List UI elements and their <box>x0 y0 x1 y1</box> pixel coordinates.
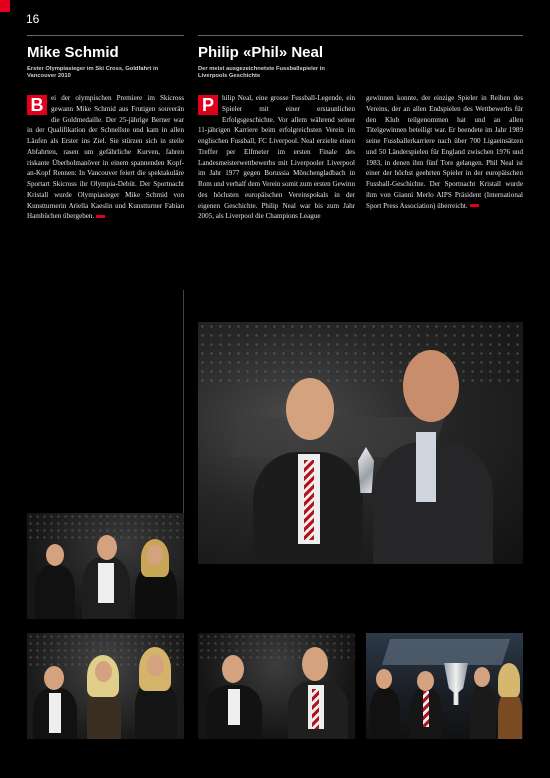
person-shirt <box>49 693 61 733</box>
left-article-subtitle: Erster Olympiasieger im Ski Cross, Goldfahrt in Vancouver 2010 <box>27 66 159 79</box>
person-head <box>95 661 112 682</box>
left-drop-cap: B <box>27 95 47 115</box>
person-head <box>46 544 64 566</box>
person-tie <box>312 689 319 729</box>
end-of-article-mark <box>470 204 479 207</box>
stage-lights <box>198 633 355 663</box>
right-article-body-col1 <box>198 93 355 222</box>
trophy-cup-icon <box>444 663 468 705</box>
page-number: 16 <box>26 12 40 26</box>
right-article-subtitle: Der meist ausgezeichnetste Fussballspieler in Liverpools Geschichte <box>198 66 325 79</box>
person-head <box>147 545 163 565</box>
person-suit <box>370 688 400 739</box>
person-tie <box>423 691 429 727</box>
person-suit <box>470 685 496 739</box>
stage-lights <box>198 322 523 382</box>
person-suit <box>35 565 75 619</box>
page-number-accent <box>0 0 10 12</box>
left-article-text: ei der olympischen Premiere im Skicross gewann Mike Schmid aus Frutigen souverän die Goldmedaille. Der 25-jährige Berner war in der Qualifikation der Schnellste und kam in allen Läufen als Erster ins Ziel. Sie stürzen sich in steile Abfahrten, rasen um gefährliche Kurven, fahren riskante Überholmanöver in einem spannenden Kopf-an-Kopf Rennen: In Vancouver feiert die spektakuläre Sportart Skicross ihr Olympia-Debüt. Der Sportnacht Kristall wurde Olympiasieger Mike Schmid von Kunstturnerin Ariella Kaeslin und Kunstturner Fabian Hambüchen übergeben. <box>27 94 184 221</box>
person-right-head <box>403 350 459 422</box>
person-head <box>376 669 392 689</box>
photo-schmid-group <box>27 513 184 619</box>
person-dress <box>498 691 522 739</box>
photo-interview-2 <box>198 633 355 739</box>
person-left-tie <box>304 460 314 540</box>
stage-banner <box>382 639 510 665</box>
person-shirt <box>228 689 240 725</box>
right-article-text-col2: gewinnen konnte, der einzige Spieler in Reihen des Vereins, der an allen Endspielen des Wettbewerbs für den Klub teilgenommen hat und an allen Titelgewinnen beteiligt war. Er beendete im Jahr 1989 seine Fussballerkarriere nach über 700 Ligaeinsätzen und 50 Länderspielen für England zwischen 1976 und 1983, in denen ihm fünf Tore gelangen. Phil Neal ist einer der höchst geehrten Spieler in der europäischen Fussball-Geschichte. Der Sportnacht Kristall wurde ihm von Gianni Merlo AIPS Präsident (International Sport Press Association) überreicht. <box>366 94 523 210</box>
photo-trophy-group <box>366 633 523 739</box>
person-hair <box>498 663 520 697</box>
person-head <box>474 667 490 687</box>
person-head <box>222 655 244 683</box>
left-article-title: Mike Schmid <box>27 44 119 61</box>
divider-right <box>198 35 523 36</box>
person-head <box>147 655 164 676</box>
right-article-title: Philip «Phil» Neal <box>198 44 324 61</box>
left-article-body <box>27 93 184 222</box>
person-head <box>417 671 434 691</box>
person-head <box>97 535 117 560</box>
photo-award-handover <box>198 322 523 564</box>
person-left-head <box>286 378 334 440</box>
column-rule <box>183 290 184 515</box>
person-head <box>44 666 64 690</box>
person-shirt <box>98 563 114 603</box>
end-of-article-mark <box>96 215 105 218</box>
right-article-body-col2 <box>366 93 523 211</box>
person-right-shirt <box>416 432 436 502</box>
right-drop-cap: P <box>198 95 218 115</box>
divider-left <box>27 35 184 36</box>
right-article-text-col1: hilip Neal, eine grosse Fussball-Legende, ein Spieler mit einer erstaunlichen Erfolgsgeschichte. Vor allem während seiner 11-jährigen Karriere beim erfolgreichsten Verein im englischen Fussball, FC Liverpool. Neal erzielte einen Treffer per Elfmeter im ersten Finale des Landesmeisterwettbewerbs mit Liverpooler Liverpool im Jahr 1977 gegen Borussia Mönchengladbach in Rom und verhalf dem Verein somit zum ersten Gewinn des höchsten europäischen Vereinspokals in der eigenen Geschichte. Philip Neal war bis zum Jahr 2005, als Liverpool die Champions League <box>198 94 355 221</box>
photo-interview-1 <box>27 633 184 739</box>
person-head <box>302 647 328 681</box>
